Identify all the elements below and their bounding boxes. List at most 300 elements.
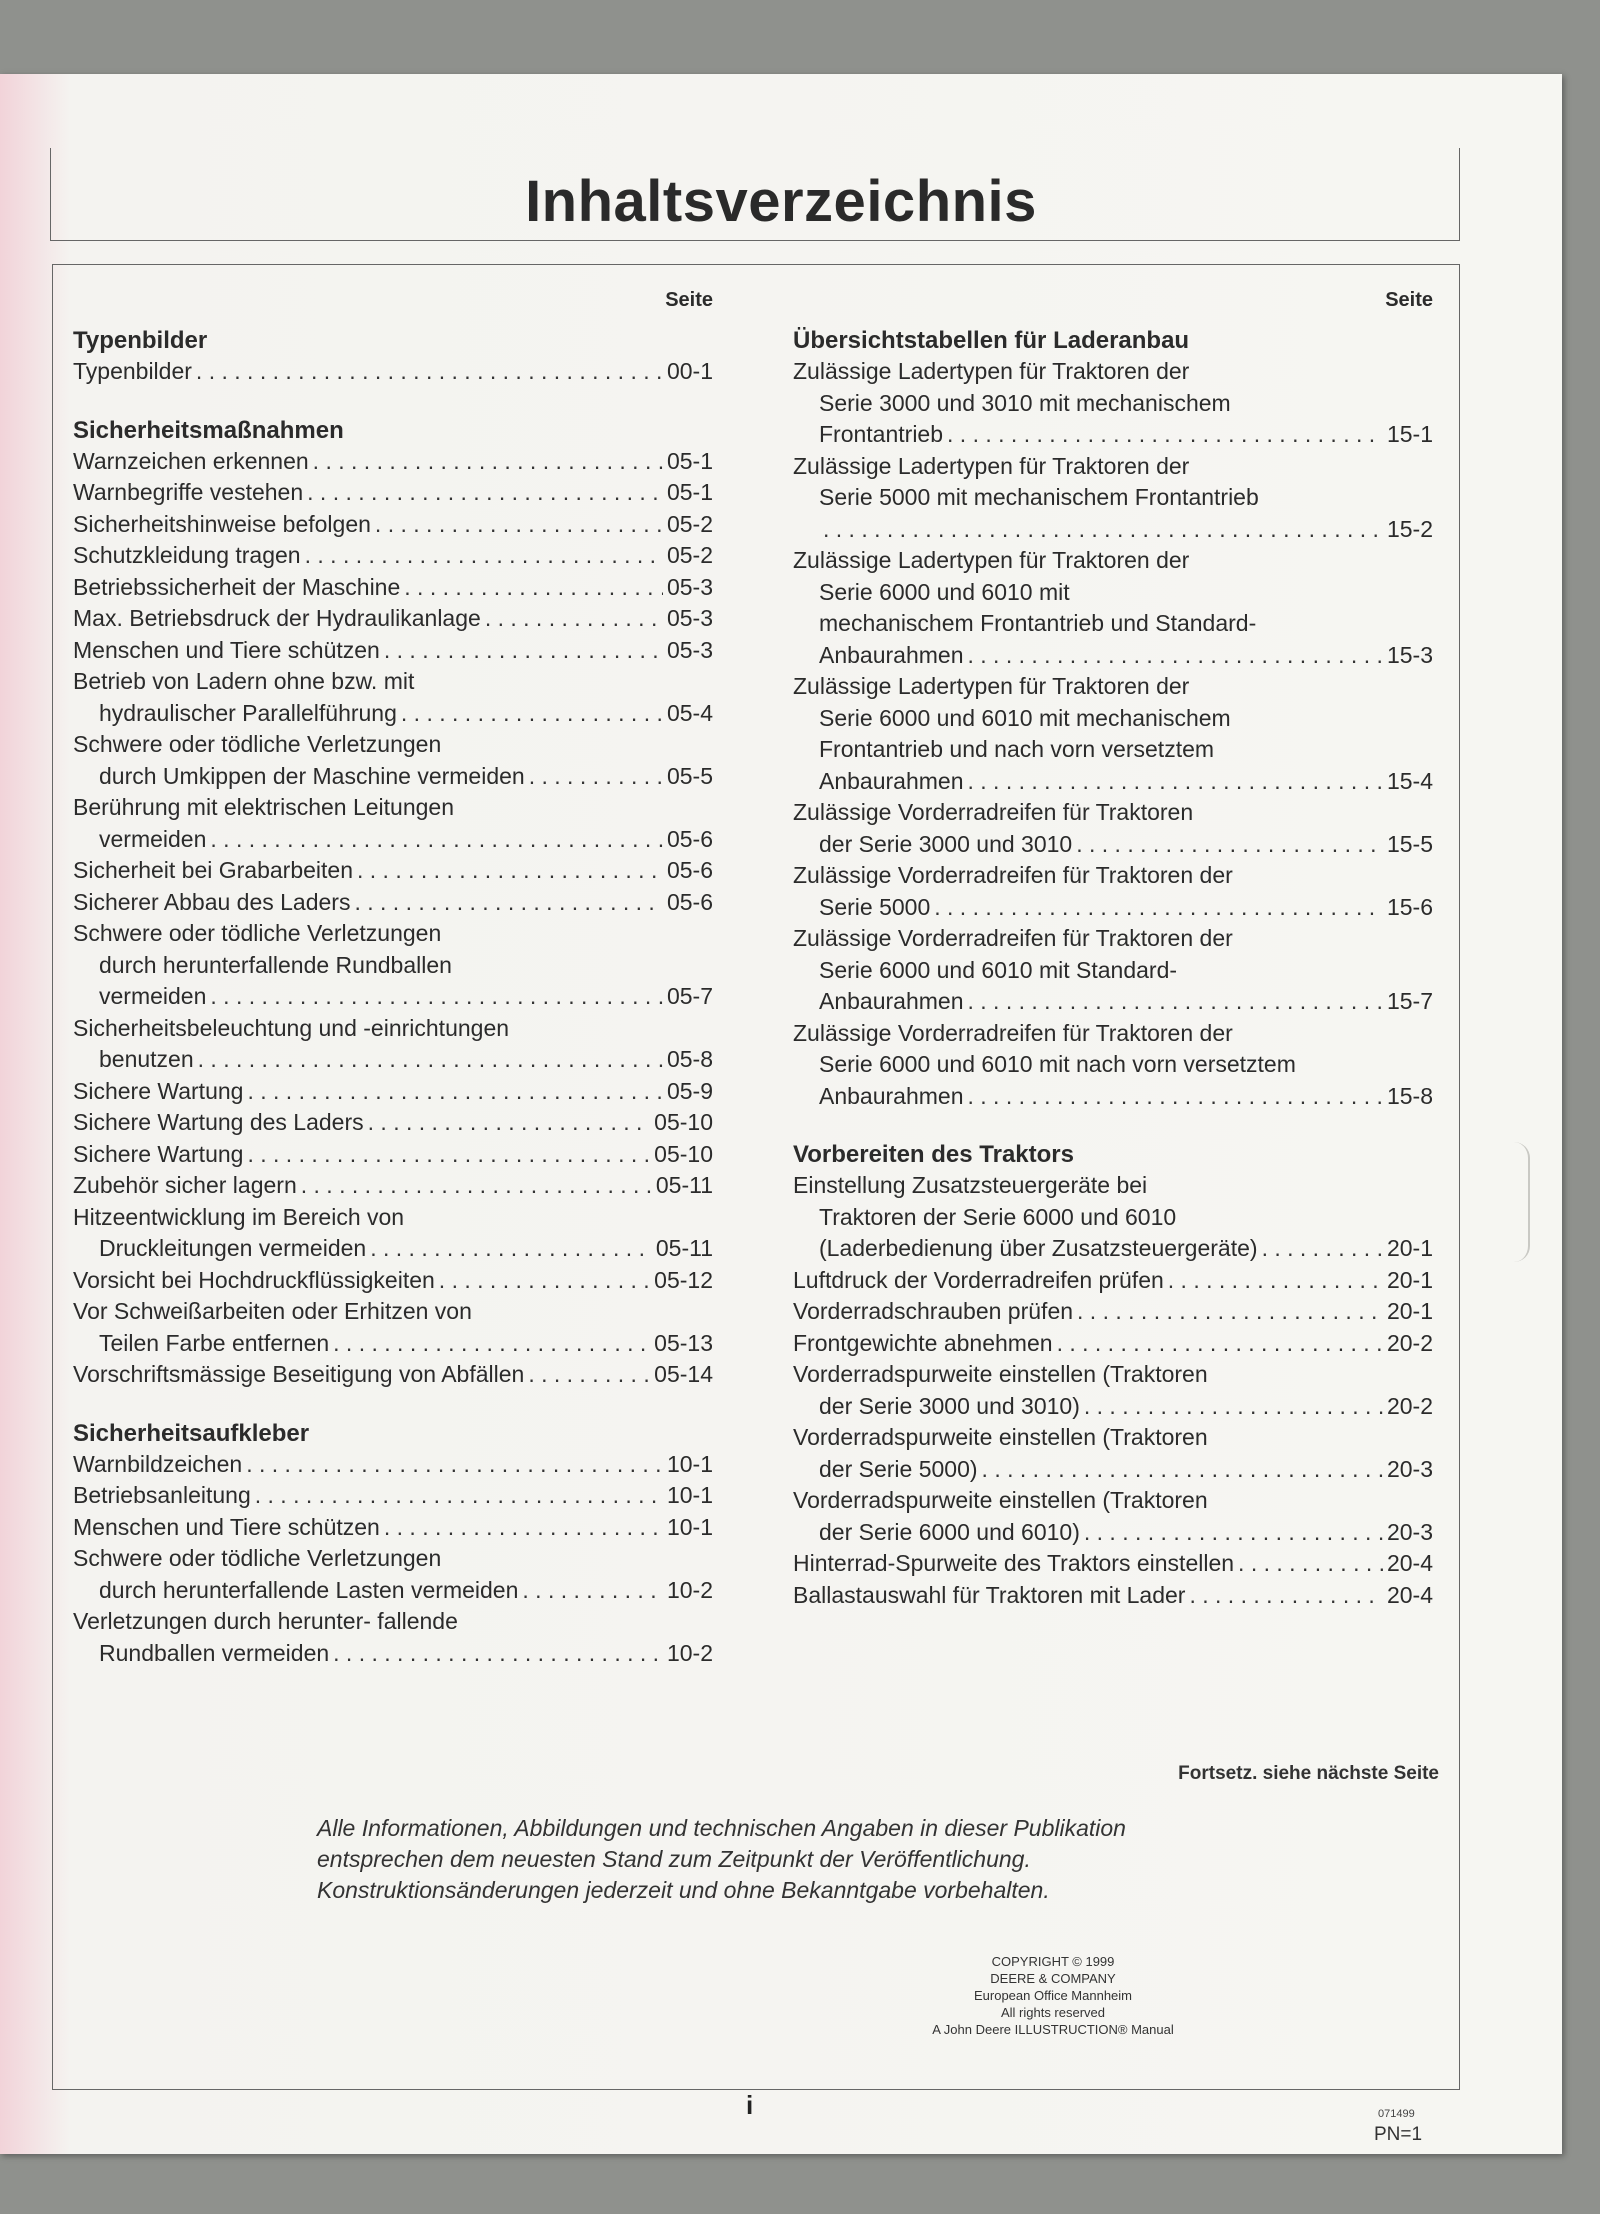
- toc-entry-line: [73, 1013, 713, 1045]
- toc-page-number: 20-3: [1386, 1518, 1433, 1545]
- toc-entry[interactable]: [73, 666, 713, 729]
- toc-page-number: 05-7: [666, 983, 713, 1009]
- continued-note: Fortsetz. siehe nächste Seite: [1178, 1763, 1439, 1784]
- toc-entry-text: Sicherheit bei Grabarbeiten: [73, 857, 353, 883]
- dot-leader: [968, 640, 1383, 672]
- toc-entry-line: [73, 1202, 713, 1234]
- toc-entry[interactable]: [73, 887, 713, 919]
- toc-entry-line: [73, 1076, 713, 1108]
- toc-entry-text: Schwere oder tödliche Verletzungen: [73, 731, 442, 757]
- toc-entry-line: [73, 666, 713, 698]
- toc-entry-text: Serie 3000 und 3010 mit mechanischem: [819, 389, 1231, 416]
- toc-entry-line: [73, 1359, 713, 1391]
- toc-entry-line: [793, 703, 1433, 735]
- toc-entry-line: [793, 482, 1433, 514]
- toc-entry[interactable]: [73, 918, 713, 1013]
- toc-entry-text: Serie 6000 und 6010 mit: [819, 578, 1070, 605]
- toc-entry-text: Zulässige Vorderradreifen für Traktoren der: [793, 862, 1233, 888]
- toc-page-number: 20-1: [1386, 1266, 1433, 1293]
- toc-entry[interactable]: [73, 1139, 713, 1171]
- toc-entry-line: [73, 603, 713, 635]
- toc-entry[interactable]: [73, 1296, 713, 1359]
- toc-page-number: 10-2: [666, 1576, 713, 1603]
- dot-leader: [1084, 1517, 1383, 1549]
- toc-section: [73, 415, 713, 1391]
- toc-entry-line: [793, 1359, 1433, 1391]
- dot-leader: [934, 892, 1383, 924]
- toc-page-number: 20-4: [1386, 1581, 1433, 1608]
- dot-leader: [1238, 1548, 1383, 1580]
- copyright-line: COPYRIGHT © 1999: [991, 1954, 1115, 1969]
- toc-entry[interactable]: [73, 1606, 713, 1669]
- toc-entry-text: Zulässige Ladertypen für Traktoren der: [793, 673, 1190, 699]
- dot-leader: [210, 981, 663, 1013]
- dot-leader: [968, 1081, 1383, 1113]
- dot-leader: [529, 761, 663, 793]
- toc-entry-text: Anbaurahmen: [819, 988, 964, 1014]
- toc-entry-text: Schwere oder tödliche Verletzungen: [73, 920, 442, 946]
- toc-entry-line: [73, 1296, 713, 1328]
- dot-leader: [368, 1107, 651, 1139]
- toc-entry-text: Zulässige Vorderradreifen für Traktoren der: [793, 1019, 1233, 1046]
- copyright-line: A John Deere ILLUSTRUCTION® Manual: [932, 2022, 1174, 2037]
- toc-entry-line: [793, 1328, 1433, 1360]
- toc-page-number: 05-11: [655, 1235, 713, 1261]
- toc-entry-line: [73, 698, 713, 730]
- dot-leader: [357, 855, 663, 887]
- copyright-line: All rights reserved: [1000, 2005, 1106, 2020]
- toc-entry-text: Verletzungen durch herunter- fallende: [73, 1608, 458, 1634]
- dot-leader: [247, 1139, 650, 1171]
- toc-entry-line: [73, 477, 713, 509]
- toc-entry-text: Menschen und Tiere schützen: [73, 1513, 380, 1540]
- toc-entry-text: Warnbegriffe vestehen: [73, 479, 304, 505]
- toc-entry-text: vermeiden: [99, 983, 207, 1009]
- toc-entry[interactable]: [793, 545, 1433, 671]
- toc-entry-line: [73, 572, 713, 604]
- toc-entry[interactable]: [73, 1107, 713, 1139]
- toc-entry-line: [73, 1233, 713, 1265]
- section-heading: Übersichtstabellen für Laderanbau: [793, 327, 1190, 354]
- toc-entry-line: [73, 1575, 713, 1607]
- toc-entry-text: Zulässige Vorderradreifen für Traktoren der: [793, 925, 1233, 951]
- toc-page-number: 15-6: [1386, 893, 1433, 920]
- toc-entry[interactable]: [73, 792, 713, 855]
- toc-entry-text: Anbaurahmen: [819, 641, 964, 668]
- dot-leader: [305, 540, 663, 572]
- dot-leader: [485, 603, 663, 635]
- copyright-line: European Office Mannheim: [973, 1988, 1133, 2003]
- toc-entry-line: [73, 509, 713, 541]
- toc-entry[interactable]: [793, 356, 1433, 451]
- toc-entry[interactable]: [793, 1170, 1433, 1265]
- toc-entry-text: Serie 6000 und 6010 mit Standard-: [819, 956, 1178, 983]
- toc-entry[interactable]: [793, 1265, 1433, 1297]
- toc-entry-line: [793, 1548, 1433, 1580]
- toc-entry-text: Betriebssicherheit der Maschine: [73, 573, 401, 600]
- toc-entry-line: [793, 1049, 1433, 1081]
- toc-entry-text: Sichere Wartung: [73, 1077, 244, 1104]
- toc-page-number: 15-8: [1386, 1082, 1433, 1109]
- dot-leader: [307, 477, 663, 509]
- toc-entry-text: Betrieb von Ladern ohne bzw. mit: [73, 668, 415, 694]
- toc-entry[interactable]: [73, 509, 713, 541]
- toc-page-number: 05-3: [666, 573, 713, 600]
- toc-page-number: 15-3: [1386, 641, 1433, 668]
- toc-entry-text: Typenbilder: [73, 358, 192, 384]
- toc-entry-line: [793, 1580, 1433, 1612]
- toc-entry-text: Zulässige Ladertypen für Traktoren der: [793, 547, 1190, 573]
- dot-leader: [439, 1265, 650, 1297]
- toc-entry-text: Frontantrieb und nach vorn versetztem: [819, 736, 1215, 762]
- toc-entry-text: Traktoren der Serie 6000 und 6010: [819, 1203, 1177, 1230]
- dot-leader: [1084, 1391, 1383, 1423]
- dot-leader: [375, 509, 663, 541]
- toc-page-number: 20-4: [1386, 1550, 1433, 1576]
- toc-entry-line: [73, 1512, 713, 1544]
- toc-page-number: 20-2: [1386, 1329, 1433, 1356]
- toc-entry-text: Menschen und Tiere schützen: [73, 636, 380, 663]
- dot-leader: [968, 766, 1383, 798]
- toc-entry-line: [793, 986, 1433, 1018]
- toc-entry-line: [73, 918, 713, 950]
- toc-page-number: 20-2: [1386, 1392, 1433, 1419]
- toc-entry[interactable]: [73, 356, 713, 388]
- toc-entry-text: Vorsicht bei Hochdruckflüssigkeiten: [73, 1266, 435, 1293]
- seite-column-label: Seite: [665, 289, 713, 311]
- toc-page-number: 05-2: [666, 542, 713, 568]
- toc-entry-line: [73, 1449, 713, 1481]
- toc-page-number: 05-4: [666, 699, 713, 726]
- dot-leader: [401, 698, 663, 730]
- toc-entry-text: Frontantrieb: [819, 421, 944, 447]
- dot-leader: [210, 824, 663, 856]
- toc-entry-text: Betriebsanleitung: [73, 1482, 251, 1508]
- copyright-line: DEERE & COMPANY: [990, 1971, 1116, 1986]
- toc-entry-line: [73, 446, 713, 478]
- toc-entry-line: [793, 608, 1433, 640]
- toc-entry-text: Teilen Farbe entfernen: [99, 1329, 330, 1356]
- dot-leader: [968, 986, 1383, 1018]
- toc-entry-text: der Serie 6000 und 6010): [819, 1518, 1080, 1545]
- toc-entry-line: [793, 451, 1433, 483]
- toc-page-number: 05-1: [666, 447, 713, 474]
- pn-code: PN=1: [1374, 2124, 1423, 2145]
- toc-entry-line: [793, 545, 1433, 577]
- document-code: 071499: [1378, 2108, 1415, 2120]
- toc-entry-line: [73, 855, 713, 887]
- toc-entry[interactable]: [793, 1422, 1433, 1485]
- dot-leader: [1189, 1580, 1382, 1612]
- toc-entry-line: [73, 950, 713, 982]
- toc-page-number: 05-11: [655, 1172, 713, 1198]
- toc-entry-text: Rundballen vermeiden: [99, 1639, 330, 1666]
- toc-entry-line: [793, 388, 1433, 420]
- toc-entry-line: [793, 797, 1433, 829]
- toc-entry[interactable]: [793, 1359, 1433, 1422]
- toc-entry-line: [73, 1139, 713, 1171]
- toc-entry-line: [793, 1081, 1433, 1113]
- toc-entry-line: [793, 577, 1433, 609]
- dot-leader: [982, 1454, 1383, 1486]
- dot-leader: [384, 635, 663, 667]
- toc-entry-line: [73, 1044, 713, 1076]
- toc-entry-line: [793, 766, 1433, 798]
- dot-leader: [301, 1170, 652, 1202]
- toc-entry-line: [793, 671, 1433, 703]
- dot-leader: [1168, 1265, 1383, 1297]
- toc-entry-text: Vorderradspurweite einstellen (Traktoren: [793, 1487, 1208, 1513]
- toc-page-number: 15-1: [1386, 421, 1433, 447]
- toc-entry-line: [793, 1485, 1433, 1517]
- toc-entry-text: Hinterrad-Spurweite des Traktors einstellen: [793, 1550, 1235, 1576]
- dot-leader: [522, 1575, 663, 1607]
- toc-page-number: 00-1: [666, 358, 713, 384]
- toc-entry-line: [73, 887, 713, 919]
- seite-column-label: Seite: [1385, 289, 1433, 311]
- toc-entry-line: [73, 729, 713, 761]
- toc-entry[interactable]: [793, 860, 1433, 923]
- disclaimer-text: Alle Informationen, Abbildungen und technischen Angaben in dieser Publikation entsprechen dem neuesten Stand zum Zeitpunkt der Veröffentlichung. Konstruktionsänderungen jederzeit und ohne Bekanntgabe vorbehalten.: [317, 1815, 1126, 1903]
- toc-entry-text: Sicherheitshinweise befolgen: [73, 510, 371, 537]
- toc-entry-text: Luftdruck der Vorderradreifen prüfen: [793, 1266, 1164, 1293]
- toc-entry-line: [73, 1107, 713, 1139]
- toc-entry[interactable]: [73, 635, 713, 667]
- toc-entry-line: [793, 1422, 1433, 1454]
- toc-entry-text: Sicherheitsbeleuchtung und -einrichtungen: [73, 1014, 510, 1041]
- toc-entry-line: [793, 356, 1433, 388]
- toc-entry-line: [73, 540, 713, 572]
- toc-entry-text: vermeiden: [99, 825, 207, 852]
- dot-leader: [370, 1233, 652, 1265]
- toc-entry-line: [73, 1328, 713, 1360]
- toc-entry[interactable]: [793, 1296, 1433, 1328]
- toc-entry[interactable]: [73, 1543, 713, 1606]
- toc-page-number: 05-3: [666, 605, 713, 631]
- dot-leader: [247, 1076, 663, 1108]
- toc-page-number: 10-2: [666, 1639, 713, 1666]
- toc-page-number: 20-3: [1386, 1455, 1433, 1482]
- dot-leader: [1057, 1328, 1383, 1360]
- copyright-block: [833, 1953, 1273, 2038]
- toc-entry-line: [793, 1202, 1433, 1234]
- toc-entry-line: [73, 1480, 713, 1512]
- dot-leader: [313, 446, 663, 478]
- toc-page-number: 05-5: [666, 762, 713, 789]
- toc-entry-text: Schutzkleidung tragen: [73, 542, 301, 568]
- toc-entry-text: Anbaurahmen: [819, 767, 964, 794]
- toc-entry[interactable]: [73, 446, 713, 478]
- toc-entry[interactable]: [793, 1485, 1433, 1548]
- toc-entry[interactable]: [73, 477, 713, 509]
- toc-entry-text: Sichere Wartung des Laders: [73, 1109, 364, 1135]
- dot-leader: [404, 572, 663, 604]
- dot-leader: [384, 1512, 663, 1544]
- toc-entry-line: [73, 1638, 713, 1670]
- toc-page-number: 15-7: [1386, 988, 1433, 1014]
- toc-entry-line: [793, 734, 1433, 766]
- toc-entry[interactable]: [73, 1076, 713, 1108]
- toc-page-number: 05-8: [666, 1046, 713, 1072]
- dot-leader: [947, 419, 1383, 451]
- toc-entry-text: Serie 6000 und 6010 mit mechanischem: [819, 704, 1231, 731]
- toc-entry[interactable]: [793, 1018, 1433, 1113]
- toc-entry-text: Serie 6000 und 6010 mit nach vorn versetztem: [819, 1051, 1296, 1077]
- toc-page-number: 05-6: [666, 888, 713, 915]
- toc-section: [793, 325, 1433, 1112]
- toc-entry-line: [73, 1606, 713, 1638]
- toc-entry[interactable]: [793, 797, 1433, 860]
- toc-page-number: 10-1: [666, 1513, 713, 1540]
- toc-entry-line: [793, 1296, 1433, 1328]
- manual-page: [0, 74, 1562, 2154]
- dot-leader: [1077, 1296, 1383, 1328]
- toc-entry[interactable]: [73, 1449, 713, 1481]
- toc-entry-text: Berührung mit elektrischen Leitungen: [73, 794, 455, 820]
- toc-page-number: 05-9: [666, 1077, 713, 1104]
- toc-entry[interactable]: [73, 572, 713, 604]
- toc-entry-text: Zubehör sicher lagern: [73, 1172, 297, 1198]
- toc-entry[interactable]: [73, 1512, 713, 1544]
- toc-entry[interactable]: [73, 1202, 713, 1265]
- toc-entry[interactable]: [73, 1359, 713, 1391]
- toc-page-number: 05-10: [654, 1109, 713, 1135]
- dot-leader: [198, 1044, 663, 1076]
- toc-entry-text: Zulässige Vorderradreifen für Traktoren: [793, 799, 1194, 825]
- toc-entry-text: Warnbildzeichen: [73, 1450, 243, 1477]
- toc-entry[interactable]: [73, 1265, 713, 1297]
- toc-entry[interactable]: [793, 1580, 1433, 1612]
- toc-entry[interactable]: [73, 1013, 713, 1076]
- section-heading: Sicherheitsaufkleber: [73, 1419, 310, 1447]
- toc-entry-line: [793, 419, 1433, 451]
- toc-entry-text: Zulässige Ladertypen für Traktoren der: [793, 358, 1190, 384]
- toc-entry-text: Frontgewichte abnehmen: [793, 1329, 1053, 1356]
- page-number: i: [746, 2090, 754, 2120]
- toc-page-number: 15-5: [1386, 830, 1433, 857]
- toc-entry[interactable]: [73, 1170, 713, 1202]
- toc-page-number: 05-2: [666, 510, 713, 537]
- toc-entry-line: [73, 635, 713, 667]
- toc-entry[interactable]: [793, 1328, 1433, 1360]
- dot-leader: [354, 887, 662, 919]
- toc-entry[interactable]: [793, 923, 1433, 1018]
- toc-section: [73, 1418, 713, 1670]
- dot-leader: [246, 1449, 663, 1481]
- section-heading: Typenbilder: [73, 327, 208, 354]
- toc-entry-text: Vorderradschrauben prüfen: [793, 1298, 1074, 1324]
- toc-entry-line: [793, 892, 1433, 924]
- toc-entry-line: [793, 1391, 1433, 1423]
- toc-entry-line: [793, 1265, 1433, 1297]
- toc-page-number: 10-1: [666, 1450, 713, 1477]
- toc-entry-line: [793, 1170, 1433, 1202]
- toc-entry-line: [793, 860, 1433, 892]
- toc-entry-text: Sicherer Abbau des Laders: [73, 888, 351, 915]
- toc-entry-text: der Serie 5000): [819, 1455, 978, 1482]
- toc-entry-text: der Serie 3000 und 3010): [819, 1392, 1080, 1419]
- toc-entry[interactable]: [73, 1480, 713, 1512]
- toc-entry-text: (Laderbedienung über Zusatzsteuergeräte): [819, 1235, 1258, 1261]
- toc-entry-line: [73, 981, 713, 1013]
- dot-leader: [1076, 829, 1383, 861]
- dot-leader: [196, 356, 663, 388]
- toc-section: [73, 325, 713, 388]
- toc-entry-line: [73, 1170, 713, 1202]
- toc-entry[interactable]: [793, 451, 1433, 546]
- toc-entry-text: Ballastauswahl für Traktoren mit Lader: [793, 1581, 1186, 1608]
- toc-entry-text: Sichere Wartung: [73, 1140, 244, 1167]
- toc-page-number: 20-1: [1386, 1298, 1433, 1324]
- toc-entry[interactable]: [73, 729, 713, 792]
- toc-entry-text: Zulässige Ladertypen für Traktoren der: [793, 452, 1190, 479]
- toc-page-number: 05-10: [654, 1140, 713, 1167]
- toc-left-column: [73, 285, 713, 1696]
- toc-entry-line: [793, 1233, 1433, 1265]
- toc-entry-line: [793, 1018, 1433, 1050]
- toc-entry[interactable]: [793, 671, 1433, 797]
- toc-entry-text: Anbaurahmen: [819, 1082, 964, 1109]
- toc-entry-text: Hitzeentwicklung im Bereich von: [73, 1203, 405, 1230]
- toc-entry-text: Warnzeichen erkennen: [73, 447, 309, 474]
- toc-entry-text: Schwere oder tödliche Verletzungen: [73, 1545, 442, 1571]
- toc-entry[interactable]: [73, 603, 713, 635]
- dot-leader: [255, 1480, 663, 1512]
- dot-leader: [823, 514, 1383, 546]
- toc-page-number: 10-1: [666, 1482, 713, 1508]
- toc-entry-line: [73, 761, 713, 793]
- toc-entry-text: Serie 5000: [819, 893, 931, 920]
- toc-entry-text: hydraulischer Parallelführung: [99, 699, 397, 726]
- section-heading: Vorbereiten des Traktors: [793, 1141, 1074, 1168]
- toc-page-number: 20-1: [1386, 1235, 1433, 1261]
- toc-right-column: [793, 285, 1433, 1638]
- toc-entry-text: Einstellung Zusatzsteuergeräte bei: [793, 1172, 1148, 1198]
- toc-entry-line: [793, 514, 1433, 546]
- toc-page-number: 15-2: [1386, 515, 1433, 542]
- toc-entry[interactable]: [73, 540, 713, 572]
- toc-page-number: 05-13: [654, 1329, 713, 1356]
- toc-entry-line: [793, 829, 1433, 861]
- toc-entry-line: [73, 1265, 713, 1297]
- toc-entry-text: benutzen: [99, 1046, 194, 1072]
- section-heading: Sicherheitsmaßnahmen: [73, 416, 344, 444]
- toc-entry-text: Vorderradspurweite einstellen (Traktoren: [793, 1424, 1208, 1450]
- toc-page-number: 05-3: [666, 636, 713, 663]
- toc-entry[interactable]: [73, 855, 713, 887]
- toc-entry-text: der Serie 3000 und 3010: [819, 830, 1073, 857]
- toc-entry-line: [793, 1454, 1433, 1486]
- toc-entry-line: [793, 955, 1433, 987]
- toc-page-number: 05-12: [654, 1266, 713, 1293]
- toc-entry-line: [73, 824, 713, 856]
- toc-entry-text: Vorschriftsmässige Beseitigung von Abfällen: [73, 1361, 525, 1387]
- toc-entry-text: Druckleitungen vermeiden: [99, 1235, 367, 1261]
- toc-page-number: 15-4: [1386, 767, 1433, 794]
- toc-entry-text: Serie 5000 mit mechanischem Frontantrieb: [819, 484, 1259, 510]
- toc-entry[interactable]: [793, 1548, 1433, 1580]
- toc-entry-line: [73, 356, 713, 388]
- toc-section: [793, 1139, 1433, 1611]
- toc-entry-line: [793, 923, 1433, 955]
- page-title: Inhaltsverzeichnis: [525, 169, 1037, 234]
- toc-entry-text: Vorderradspurweite einstellen (Traktoren: [793, 1361, 1208, 1387]
- toc-entry-line: [73, 1543, 713, 1575]
- dot-leader: [333, 1328, 650, 1360]
- toc-page-number: 05-14: [654, 1361, 713, 1387]
- toc-entry-text: durch herunterfallende Rundballen: [99, 951, 452, 978]
- page-edge-fold: [1514, 1142, 1530, 1262]
